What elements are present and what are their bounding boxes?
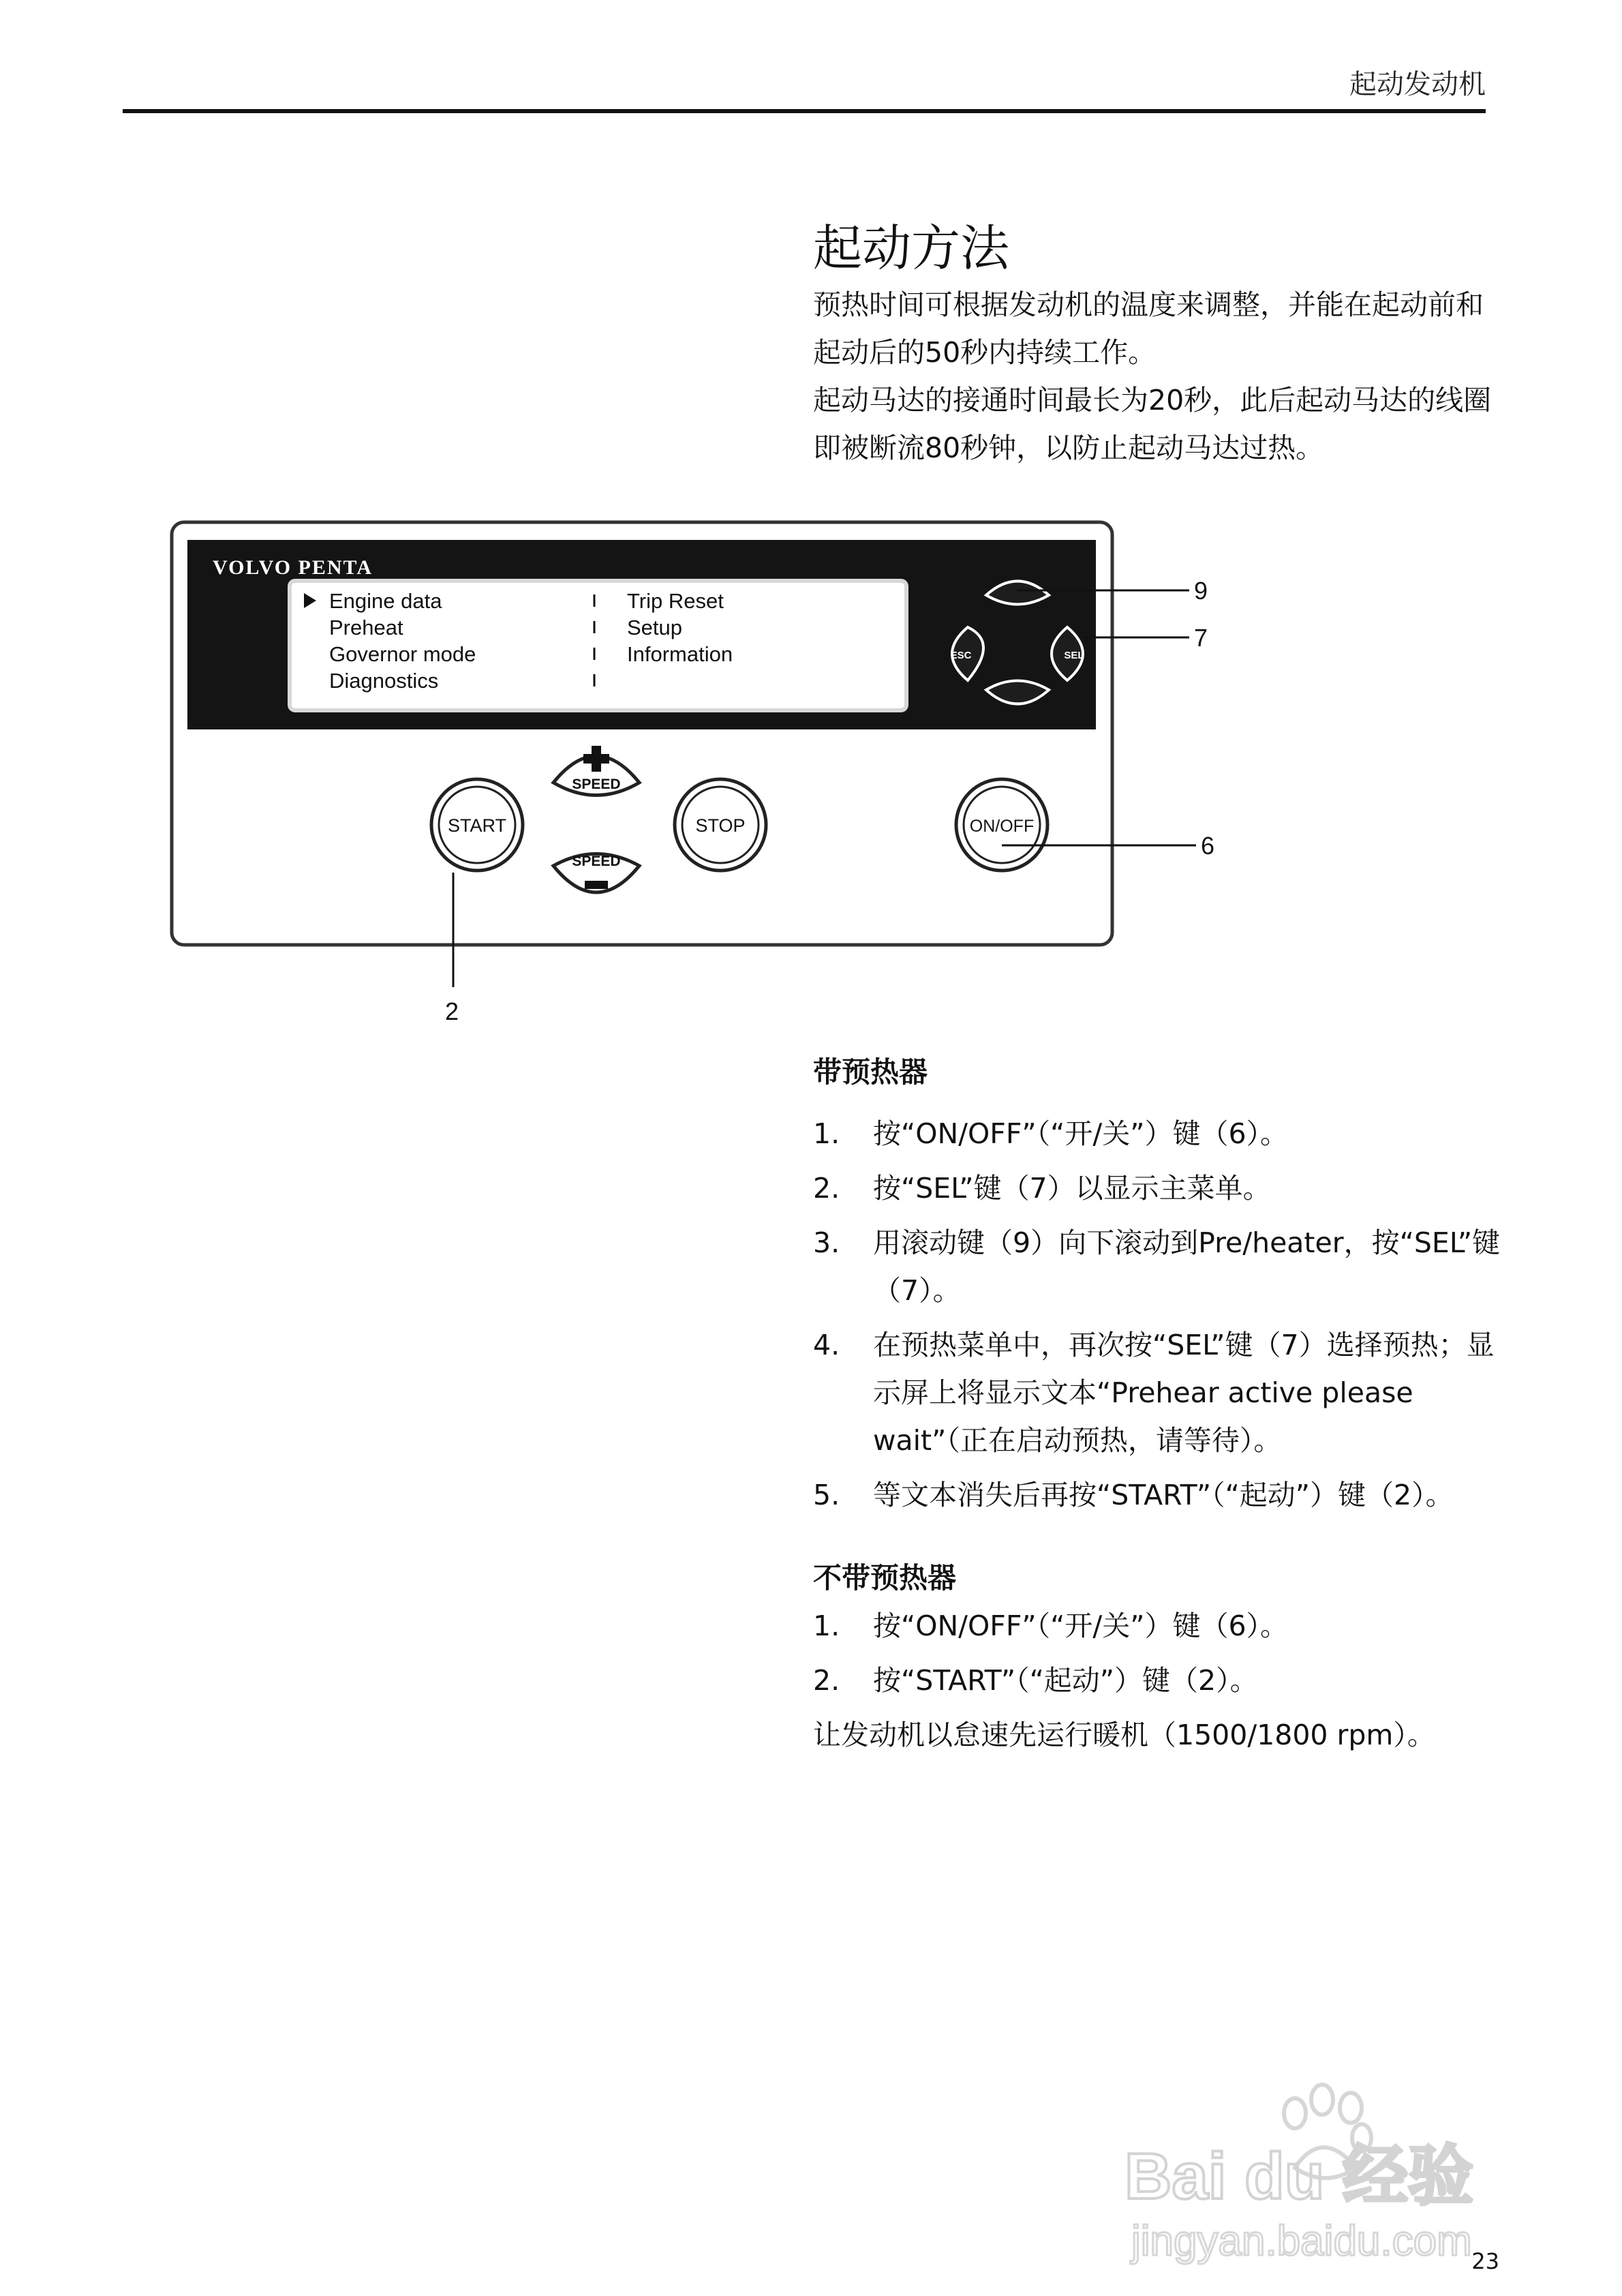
callout-number: 7 — [1194, 624, 1208, 652]
menu-item[interactable]: Trip Reset — [627, 589, 724, 613]
callout-number: 6 — [1201, 832, 1215, 860]
step-text: 按“ON/OFF”（“开/关”）键（6）。 — [873, 1117, 1289, 1150]
menu-item[interactable]: Diagnostics — [329, 669, 439, 693]
without-preheater-heading: 不带预热器 — [813, 1561, 957, 1595]
control-panel-figure — [157, 504, 1274, 1036]
step-number: 1. — [813, 1117, 840, 1150]
step-text: 按“SEL”键（7）以显示主菜单。 — [873, 1172, 1271, 1205]
page-number: 23 — [1471, 2248, 1499, 2274]
step-text: 在预热菜单中，再次按“SEL”键（7）选择预热；显示屏上将显示文本“Prehear active please wait”（正在启动预热，请等待）。 — [873, 1329, 1495, 1457]
on-off-label: ON/OFF — [969, 817, 1035, 836]
watermark-brand: Bai du 经验 — [1124, 2140, 1474, 2213]
step-text: 用滚动键（9）向下滚动到Pre/heater，按“SEL”键（7）。 — [873, 1226, 1501, 1307]
callout-number: 2 — [445, 997, 459, 1025]
brand-logo: VOLVO PENTA — [213, 556, 373, 579]
baidu-watermark — [1090, 2072, 1527, 2277]
intro-paragraph: 预热时间可根据发动机的温度来调整，并能在起动前和起动后的50秒内持续工作。 — [813, 288, 1484, 369]
intro-paragraph: 起动马达的接通时间最长为20秒，此后起动马达的线圈即被断流80秒钟，以防止起动马达过热。 — [813, 384, 1492, 464]
step-number: 4. — [813, 1329, 840, 1361]
step-number: 5. — [813, 1479, 840, 1511]
step-text: 等文本消失后再按“START”（“起动”）键（2）。 — [873, 1479, 1454, 1511]
with-preheater-heading: 带预热器 — [813, 1055, 928, 1089]
step-number: 3. — [813, 1226, 840, 1259]
with-preheater-section — [813, 1050, 1501, 1526]
list-item — [813, 1321, 1501, 1464]
menu-item[interactable]: Preheat — [329, 616, 403, 639]
menu-item[interactable]: Setup — [627, 616, 683, 639]
with-preheater-steps — [813, 1110, 1501, 1519]
list-item — [813, 1471, 1501, 1519]
without-preheater-section — [813, 1556, 1501, 1759]
sel-label: SEL — [1064, 650, 1084, 661]
section-title: 起动方法 — [813, 220, 1010, 277]
callout-number: 9 — [1194, 577, 1208, 605]
intro-text — [813, 281, 1495, 472]
step-number: 2. — [813, 1172, 840, 1205]
step-text: 按“ON/OFF”（“开/关”）键（6）。 — [873, 1610, 1289, 1642]
header-title: 起动发动机 — [1349, 69, 1486, 100]
step-text: 按“START”（“起动”）键（2）。 — [873, 1664, 1258, 1697]
without-preheater-steps — [813, 1602, 1501, 1704]
menu-item[interactable]: Engine data — [329, 589, 442, 613]
list-item — [813, 1110, 1501, 1158]
esc-label: ESC — [950, 650, 972, 661]
menu-item[interactable]: Information — [627, 642, 733, 666]
list-item — [813, 1602, 1501, 1650]
header-rule — [123, 109, 1486, 113]
speed-down-label: SPEED — [572, 854, 621, 869]
menu-item[interactable]: Governor mode — [329, 642, 476, 666]
speed-up-label: SPEED — [572, 776, 621, 792]
warmup-note: 让发动机以怠速先运行暖机（1500/1800 rpm）。 — [813, 1719, 1435, 1751]
list-item — [813, 1164, 1501, 1212]
list-item — [813, 1657, 1501, 1704]
stop-label: STOP — [695, 815, 746, 836]
list-item — [813, 1219, 1501, 1314]
start-label: START — [447, 815, 507, 836]
step-number: 1. — [813, 1610, 840, 1642]
step-number: 2. — [813, 1664, 840, 1697]
watermark-url: jingyan.baidu.com — [1131, 2218, 1472, 2265]
